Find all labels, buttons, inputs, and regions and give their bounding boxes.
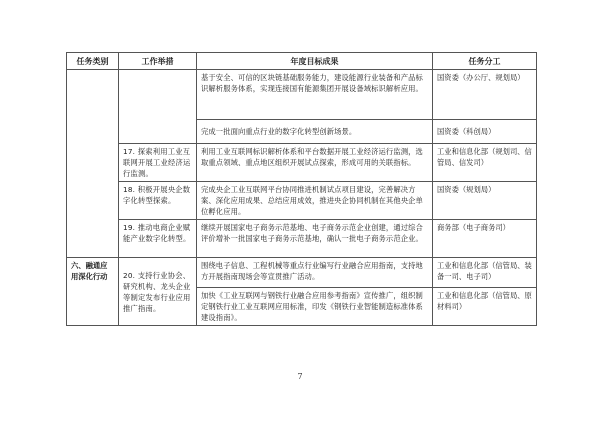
table-row (67, 220, 537, 258)
measure-cell: 20. 支持行业协会、研究机构、龙头企业等制定发布行业应用推广指南。 (119, 258, 197, 326)
table-header-row (67, 53, 537, 70)
goal-cell: 利用工业互联网标识解析体系和平台数据开展工业经济运行监测，选取重点领域、重点地区组织开展试点探索，形成可用的关联指标。 (197, 144, 433, 182)
measure-cell: 17. 探索利用工业互联网开展工业经济运行监测。 (119, 144, 197, 182)
table-row (67, 258, 537, 288)
task-table (66, 52, 537, 326)
goal-cell: 继续开展国家电子商务示范基地、电子商务示范企业创建，通过综合评价增补一批国家电子商务示范基地，确认一批电子商务示范企业。 (197, 220, 433, 258)
page-number: 7 (297, 372, 303, 381)
header-division: 任务分工 (433, 53, 537, 70)
goal-cell: 围绕电子信息、工程机械等重点行业编写行业融合应用指南，支持地方开展指南现场会等宣贯推广活动。 (197, 258, 433, 288)
division-cell: 工业和信息化部（信管局、原材料司） (433, 288, 537, 326)
goal-cell: 完成一批面向重点行业的数字化转型创新场景。 (197, 120, 433, 144)
division-cell: 商务部（电子商务司） (433, 220, 537, 258)
table-row (67, 70, 537, 120)
table-row (67, 182, 537, 220)
division-cell: 工业和信息化部（规划司、信管局、信发司） (433, 144, 537, 182)
table-row (67, 144, 537, 182)
category-cell: 六、融通应用深化行动 (67, 258, 119, 326)
header-goal: 年度目标成果 (197, 53, 433, 70)
goal-cell: 完成央企工业互联网平台协同推进机制试点项目建设，完善解决方案、深化应用成果、总结应用成效，推进央企协同机制在其他央企单位孵化应用。 (197, 182, 433, 220)
header-measure: 工作举措 (119, 53, 197, 70)
division-cell: 工业和信息化部（信管局、装备一司、电子司） (433, 258, 537, 288)
goal-cell: 加快《工业互联网与钢铁行业融合应用参考指南》宣传推广，组织制定钢铁行业工业互联网应用标准，印发《钢铁行业智能制造标准体系建设指南》。 (197, 288, 433, 326)
measure-cell: 19. 推动电商企业赋能产业数字化转型。 (119, 220, 197, 258)
goal-cell: 基于安全、可信的区块链基础服务能力，建设能源行业装备和产品标识解析服务体系，实现连接国有能源集团开展设备域标识解析应用。 (197, 70, 433, 120)
division-cell: 国资委（科创局） (433, 120, 537, 144)
measure-cell-empty (119, 70, 197, 144)
category-cell-empty (67, 70, 119, 258)
division-cell: 国资委（办公厅、规划局） (433, 70, 537, 120)
division-cell: 国资委（规划局） (433, 182, 537, 220)
header-category: 任务类别 (67, 53, 119, 70)
measure-cell: 18. 积极开展央企数字化转型探索。 (119, 182, 197, 220)
